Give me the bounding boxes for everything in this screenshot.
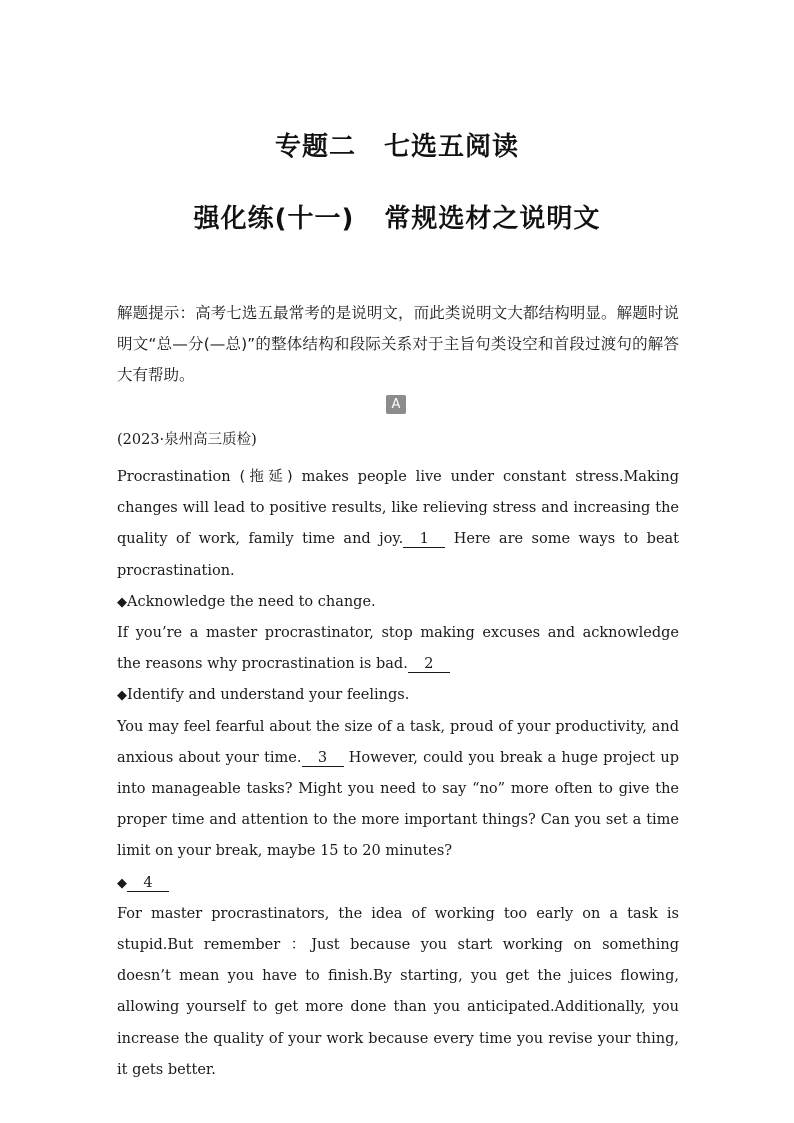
diamond-bullet-icon: ◆ xyxy=(117,688,127,704)
p1-gloss: (拖延) xyxy=(239,469,293,485)
blank-3[interactable]: 3 xyxy=(302,750,344,767)
source-label xyxy=(117,428,257,449)
passage xyxy=(117,462,679,1086)
title-part1: 专题二 xyxy=(274,132,356,162)
heading-3 xyxy=(117,868,679,899)
subtitle-part1: 强化练(十一) xyxy=(193,204,355,234)
heading-1 xyxy=(117,587,679,618)
diamond-bullet-icon: ◆ xyxy=(117,875,127,891)
title-part2: 七选五阅读 xyxy=(384,132,520,162)
paragraph-1 xyxy=(117,462,679,587)
solving-hint: 解题提示：高考七选五最常考的是说明文，而此类说明文大都结构明显。解题时说明文“总—分(—总)”的整体结构和段际关系对于主旨句类设空和首段过渡句的解答大有帮助。 xyxy=(117,304,679,384)
paragraph-4: For master procrastinators, the idea of working too early on a task is stupid.But remember ：Just because you start working on something doesn’t mean you have to finish.By starting, you get the juices flowing, allowing yourself to get more done than you anticipated.Additionally, you increase the quality of your work because every time you revise your thing, it gets better. xyxy=(117,905,679,1078)
paragraph-3 xyxy=(117,712,679,868)
p1-text-b: makes people live under constant stress.Making changes will lead to positive results, like relieving stress and increasing the quality of work, family time and joy. xyxy=(117,469,679,548)
heading-1-text: Acknowledge the need to change. xyxy=(127,593,376,610)
paragraph-2 xyxy=(117,618,679,680)
subtitle-part2: 常规选材之说明文 xyxy=(384,204,601,234)
blank-1[interactable]: 1 xyxy=(403,531,445,548)
heading-2 xyxy=(117,680,679,711)
page-title xyxy=(0,126,794,163)
p3-text-a: You may feel fearful about the size of a task, proud of your productivity, and anxious about your time. xyxy=(117,718,679,766)
heading-2-text: Identify and understand your feelings. xyxy=(127,687,410,704)
p1-text-a: Procrastination xyxy=(117,469,231,485)
section-badge: A xyxy=(386,395,406,414)
diamond-bullet-icon: ◆ xyxy=(117,594,127,610)
p3-text-b: However, could you break a huge project up into manageable tasks? Might you need to say “no” more often to give the proper time and attention to the more important things? Can you set a time limit on your break, maybe 15 to 20 minutes? xyxy=(117,749,679,860)
page-subtitle xyxy=(0,198,794,235)
blank-4[interactable]: 4 xyxy=(127,875,169,892)
blank-2[interactable]: 2 xyxy=(408,656,450,673)
p2-text: If you’re a master procrastinator, stop making excuses and acknowledge the reasons why procrastination is bad. xyxy=(117,625,679,673)
p1-text-c: Here are some ways to beat procrastination. xyxy=(117,531,680,579)
source-text: (2023·泉州高三质检) xyxy=(117,432,257,448)
